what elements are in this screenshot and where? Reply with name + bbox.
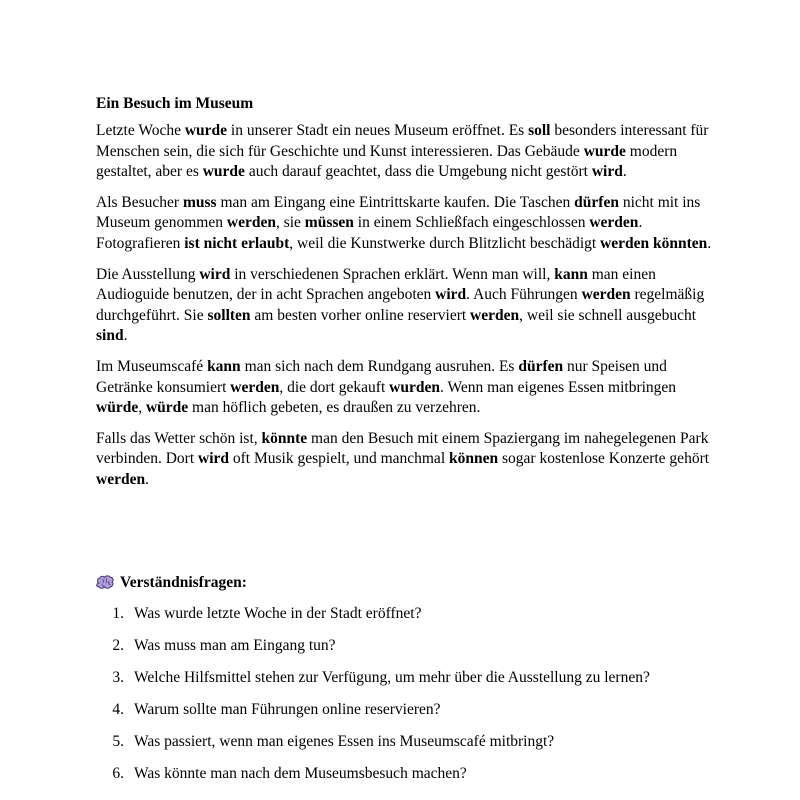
- text-run: .: [145, 470, 149, 488]
- question-item: [96, 668, 716, 700]
- bold-verb: werden: [230, 378, 280, 396]
- paragraph: [96, 193, 716, 255]
- text-run: modern gestaltet, aber es: [96, 142, 678, 181]
- text-run: man sich nach dem Rundgang ausruhen. Es: [240, 357, 519, 375]
- document-body: [96, 94, 716, 501]
- text-run: besonders interessant für Menschen sein, die sich für Geschichte und Kunst interessieren. Das Gebäude: [96, 122, 709, 160]
- text-run: nur Speisen und Getränke konsumiert: [96, 357, 667, 396]
- bold-verb: wurde: [583, 142, 626, 160]
- text-run: Letzte Woche: [96, 122, 185, 139]
- question-text: Was passiert, wenn man eigenes Essen ins Museumscafé mitbringt?: [134, 733, 555, 750]
- bold-verb: werden: [470, 306, 520, 324]
- question-number: 4.: [112, 701, 124, 718]
- bold-verb: werden könnten: [600, 234, 708, 252]
- text-run: .: [123, 327, 128, 345]
- text-run: in unserer Stadt ein neues Museum eröffnet. Es: [227, 122, 529, 139]
- question-item: [96, 604, 716, 636]
- question-number: 3.: [112, 669, 124, 686]
- bold-verb: wurde: [202, 163, 245, 181]
- paragraph: [96, 265, 716, 347]
- text-run: in verschiedenen Sprachen erklärt. Wenn man will,: [230, 265, 555, 283]
- document-title: Ein Besuch im Museum: [96, 95, 254, 112]
- text-run: . Wenn man eigenes Essen mitbringen: [439, 378, 677, 396]
- question-item: [96, 700, 716, 732]
- text-run: nicht mit ins Museum genommen: [96, 193, 701, 232]
- questions-title: Verständnisfragen:: [120, 574, 247, 591]
- text-run: man einen Audioguide benutzen, der in acht Sprachen angeboten: [96, 265, 656, 304]
- bold-verb: soll: [528, 122, 551, 139]
- question-number: 2.: [112, 637, 124, 654]
- paragraph: [96, 121, 716, 183]
- text-run: man den Besuch mit einem Spaziergang im nahegelegenen Park verbinden. Dort: [96, 429, 709, 468]
- text-run: , weil sie schnell ausgebucht: [519, 306, 697, 324]
- bold-verb: wurden: [389, 378, 440, 396]
- text-run: , sie: [275, 214, 305, 232]
- bold-verb: werden: [226, 214, 276, 232]
- bold-verb: kann: [207, 357, 241, 375]
- text-run: .: [622, 163, 627, 181]
- text-run: . Auch Führungen: [466, 286, 582, 304]
- bold-verb: würde: [96, 399, 139, 417]
- text-run: , weil die Kunstwerke durch Blitzlicht beschädigt: [289, 234, 601, 252]
- brain-icon: [96, 575, 115, 591]
- paragraphs: [96, 121, 716, 491]
- text-run: Im Museumscafé: [96, 357, 208, 375]
- bold-verb: werden: [96, 470, 146, 488]
- question-text: Was wurde letzte Woche in der Stadt eröffnet?: [134, 605, 422, 622]
- question-number: 1.: [112, 605, 124, 622]
- text-run: man am Eingang eine Eintrittskarte kaufen. Die Taschen: [216, 193, 575, 211]
- text-run: . Fotografieren: [96, 214, 643, 252]
- text-run: am besten vorher online reserviert: [250, 306, 471, 324]
- text-run: man höflich gebeten, es draußen zu verzehren.: [188, 399, 481, 417]
- questions-list: [96, 604, 716, 796]
- bold-verb: werden: [589, 214, 639, 232]
- question-text: Was muss man am Eingang tun?: [134, 637, 336, 654]
- bold-verb: wird: [435, 286, 467, 304]
- bold-verb: wird: [198, 450, 230, 468]
- bold-verb: wird: [591, 163, 623, 181]
- question-item: [96, 636, 716, 668]
- bold-verb: sollten: [207, 306, 251, 324]
- question-text: Warum sollte man Führungen online reservieren?: [134, 701, 441, 718]
- bold-verb: wurde: [184, 122, 228, 139]
- text-run: .: [707, 234, 712, 252]
- bold-verb: müssen: [304, 214, 354, 232]
- bold-verb: dürfen: [518, 357, 564, 375]
- bold-verb: können: [449, 450, 499, 468]
- text-run: in einem Schließfach eingeschlossen: [353, 214, 590, 232]
- text-run: Als Besucher: [96, 193, 183, 211]
- text-run: regelmäßig durchgeführt. Sie: [96, 286, 705, 324]
- text-run: oft Musik gespielt, und manchmal: [229, 450, 449, 468]
- question-number: 6.: [112, 765, 124, 782]
- bold-verb: könnte: [261, 429, 308, 447]
- bold-verb: sind: [96, 327, 124, 345]
- question-text: Was könnte man nach dem Museumsbesuch machen?: [134, 765, 467, 782]
- text-run: sogar kostenlose Konzerte gehört: [498, 450, 710, 468]
- text-run: Falls das Wetter schön ist,: [96, 429, 262, 447]
- question-item: [96, 764, 716, 796]
- bold-verb: muss: [182, 193, 217, 211]
- text-run: auch darauf geachtet, dass die Umgebung nicht gestört: [244, 163, 592, 181]
- text-run: Die Ausstellung: [96, 265, 200, 283]
- bold-verb: werden: [581, 286, 631, 304]
- bold-verb: wird: [199, 265, 231, 283]
- text-run: ,: [138, 399, 146, 417]
- question-item: [96, 732, 716, 764]
- questions-header: [96, 573, 247, 593]
- question-number: 5.: [112, 733, 124, 750]
- paragraph: [96, 429, 716, 491]
- bold-verb: würde: [145, 399, 189, 417]
- bold-verb: dürfen: [574, 193, 619, 211]
- bold-verb: ist nicht erlaubt: [184, 234, 290, 252]
- paragraph: [96, 357, 716, 419]
- question-text: Welche Hilfsmittel stehen zur Verfügung, um mehr über die Ausstellung zu lernen?: [134, 669, 650, 686]
- text-run: , die dort gekauft: [279, 378, 390, 396]
- bold-verb: kann: [554, 265, 588, 283]
